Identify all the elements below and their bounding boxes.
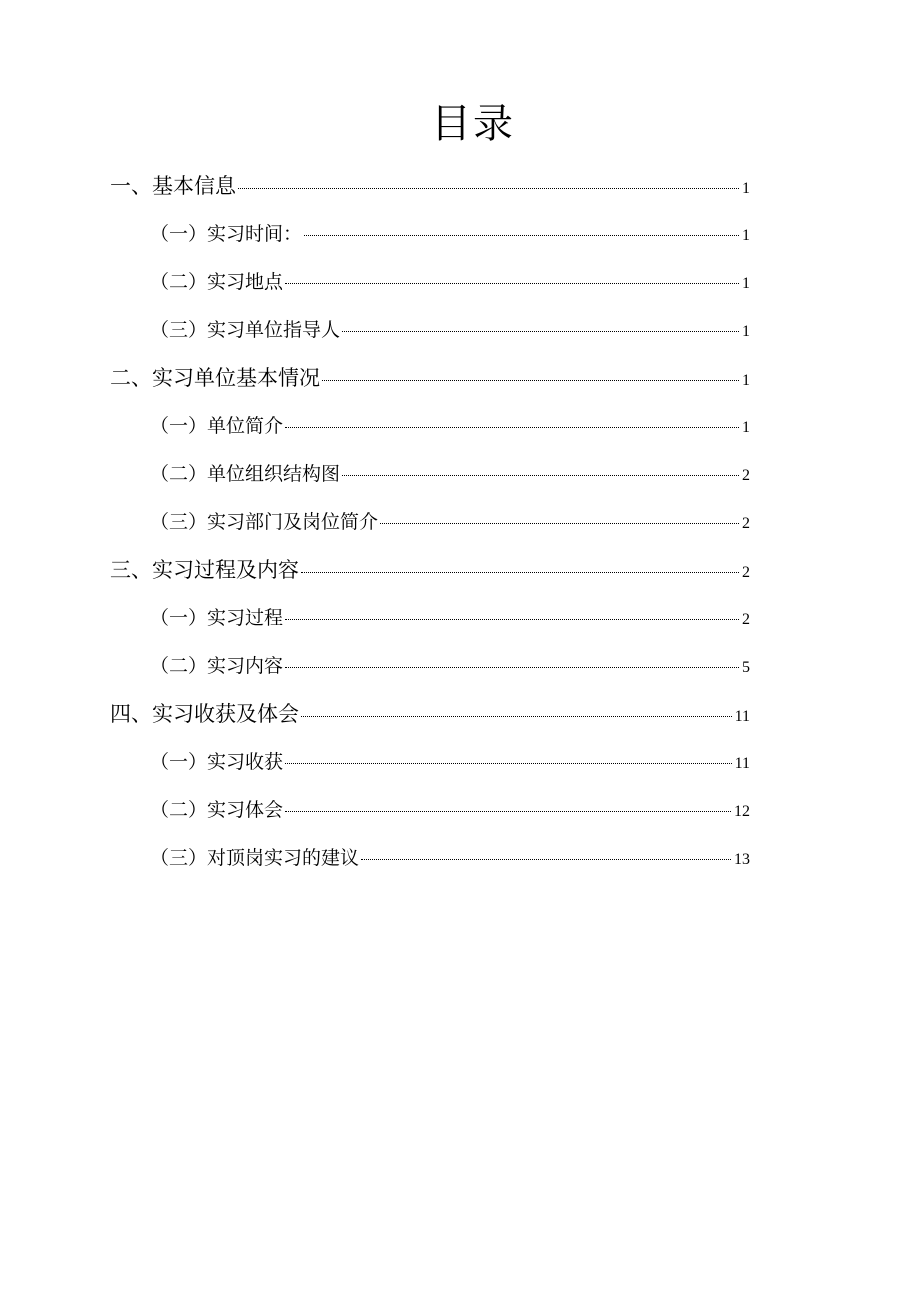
toc-page-number: 12 (734, 803, 750, 820)
toc-page-number: 11 (734, 708, 750, 725)
dot-leader (285, 618, 739, 620)
toc-entry-text: （三）实习部门及岗位简介 (150, 511, 379, 533)
toc-page-number: 1 (742, 227, 750, 244)
toc-page-number: 1 (742, 275, 750, 292)
toc-entry-text: （二）实习内容 (150, 655, 284, 677)
dot-leader (238, 187, 739, 189)
toc-page-number: 1 (742, 323, 750, 340)
toc-page-number: 1 (742, 372, 750, 389)
dot-leader (285, 810, 731, 812)
toc-entry-text: （一）单位简介 (150, 415, 284, 437)
toc-entry-gains[interactable] (150, 738, 750, 786)
toc-page-number: 2 (742, 611, 750, 628)
toc-entry-company-overview[interactable] (110, 354, 750, 402)
toc-entry-text: 一、基本信息 (110, 174, 236, 198)
toc-entry-text: 四、实习收获及体会 (110, 702, 299, 726)
toc-entry-department-intro[interactable] (150, 498, 750, 546)
dot-leader (342, 330, 739, 332)
toc-page-number: 1 (742, 180, 750, 197)
toc-entry-basic-info[interactable] (110, 162, 750, 210)
toc-entry-text: （二）单位组织结构图 (150, 463, 341, 485)
dot-leader (380, 522, 739, 524)
toc-entry-text: 二、实习单位基本情况 (110, 366, 320, 390)
dot-leader (285, 666, 739, 668)
toc-entry-process[interactable] (150, 594, 750, 642)
toc-page-number: 11 (734, 755, 750, 772)
dot-leader (285, 282, 739, 284)
toc-entry-text: （一）实习收获 (150, 751, 284, 773)
toc-entry-gains-reflections[interactable] (110, 690, 750, 738)
toc-entry-company-intro[interactable] (150, 402, 750, 450)
toc-entry-text: 三、实习过程及内容 (110, 558, 299, 582)
toc-entry-supervisor[interactable] (150, 306, 750, 354)
toc-entry-internship-time[interactable] (150, 210, 750, 258)
toc-entry-text: （二）实习地点 (150, 271, 284, 293)
toc-entry-text: （一）实习时间： (150, 223, 303, 245)
dot-leader (342, 474, 739, 476)
dot-leader (322, 379, 739, 381)
dot-leader (304, 234, 739, 236)
toc-entry-process-content[interactable] (110, 546, 750, 594)
toc-entry-text: （三）实习单位指导人 (150, 319, 341, 341)
toc-entry-internship-location[interactable] (150, 258, 750, 306)
dot-leader (285, 426, 739, 428)
toc-entry-suggestions[interactable] (150, 834, 750, 882)
dot-leader (301, 715, 732, 717)
toc-page-number: 2 (742, 515, 750, 532)
toc-entry-text: （二）实习体会 (150, 799, 284, 821)
toc-entry-text: （一）实习过程 (150, 607, 284, 629)
page-title: 目录 (431, 101, 515, 147)
toc-page-number: 1 (742, 419, 750, 436)
toc-page-number: 2 (742, 564, 750, 581)
toc-entry-content[interactable] (150, 642, 750, 690)
toc-entry-org-chart[interactable] (150, 450, 750, 498)
toc-page-number: 5 (742, 659, 750, 676)
toc-page-number: 2 (742, 467, 750, 484)
toc-entry-text: （三）对顶岗实习的建议 (150, 847, 360, 869)
toc-entry-reflections[interactable] (150, 786, 750, 834)
toc-page-number: 13 (734, 851, 750, 868)
dot-leader (285, 762, 732, 764)
dot-leader (361, 858, 731, 860)
dot-leader (301, 571, 739, 573)
